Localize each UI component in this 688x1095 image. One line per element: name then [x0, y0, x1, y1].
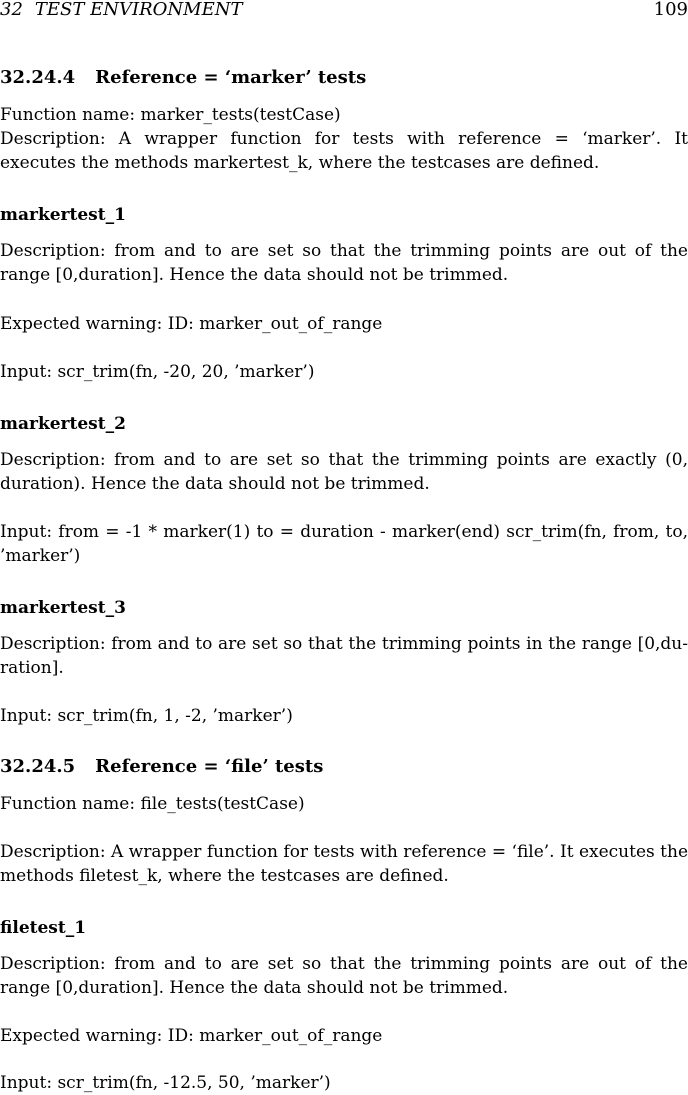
- section-heading: [0, 755, 688, 779]
- test-heading: filetest_1: [0, 918, 87, 938]
- section-number: 32.24.5: [0, 756, 76, 777]
- expected-warning: Expected warning: ID: marker_out_of_range: [0, 1026, 383, 1046]
- section-description: Description: A wrapper function for tests with reference = ‘file’. It executes the methods filetest_k, where the testcases are defined.: [0, 842, 688, 886]
- test-input: Input: scr_trim(fn, -12.5, 50, ’marker’): [0, 1073, 331, 1093]
- section-title: Reference = ‘marker’ tests: [95, 67, 367, 88]
- test-input: Input: scr_trim(fn, 1, -2, ’marker’): [0, 706, 293, 726]
- test-description: Description: from and to are set so that the trimming points are out of the range [0,duration]. Hence the data should not be trimmed.: [0, 241, 688, 285]
- section-number: 32.24.4: [0, 67, 76, 88]
- function-name-line: Function name: file_tests(testCase): [0, 794, 305, 814]
- function-name-line: Function name: marker_tests(testCase): [0, 105, 341, 125]
- chapter-title: TEST ENVIRONMENT: [34, 0, 243, 20]
- running-head-chapter: [0, 0, 243, 20]
- chapter-number: 32: [0, 0, 23, 20]
- test-description: Description: from and to are set so that the trimming points in the range [0,du-ration].: [0, 634, 688, 678]
- test-heading: markertest_1: [0, 205, 126, 225]
- running-head: [0, 0, 688, 24]
- test-heading: markertest_3: [0, 598, 126, 618]
- expected-warning: Expected warning: ID: marker_out_of_range: [0, 314, 383, 334]
- test-description: Description: from and to are set so that the trimming points are out of the range [0,duration]. Hence the data should not be trimmed.: [0, 954, 688, 998]
- test-input: Input: scr_trim(fn, -20, 20, ’marker’): [0, 362, 315, 382]
- section-heading: [0, 66, 688, 90]
- section-description: Description: A wrapper function for tests with reference = ‘marker’. It executes the methods markertest_k, where the testcases are defined.: [0, 129, 688, 173]
- test-heading: markertest_2: [0, 414, 126, 434]
- test-description: Description: from and to are set so that the trimming points are exactly (0, duration). Hence the data should not be trimmed.: [0, 450, 688, 494]
- page-number: 109: [653, 0, 688, 20]
- section-title: Reference = ‘file’ tests: [95, 756, 324, 777]
- test-input: Input: from = -1 * marker(1) to = duration - marker(end) scr_trim(fn, from, to, ’marker’): [0, 522, 688, 566]
